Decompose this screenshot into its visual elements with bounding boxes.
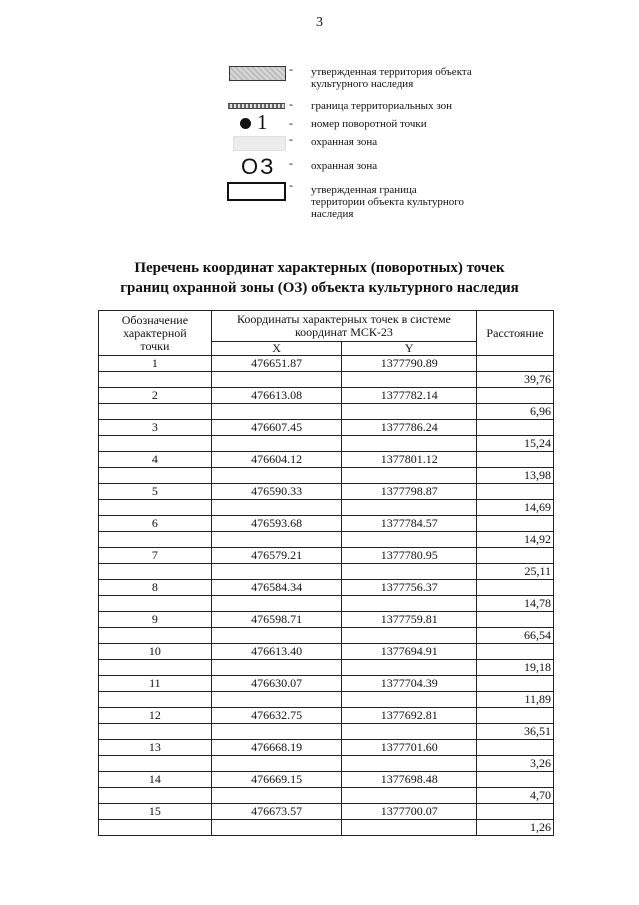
empty-cell [99,372,212,388]
point-row [99,388,554,404]
distance-empty-cell [477,676,554,692]
point-dot-icon [240,118,251,129]
empty-cell [211,500,342,516]
distance-cell: 25,11 [477,564,554,580]
x-coordinate-cell: 476598.71 [211,612,342,628]
point-number-cell: 1 [99,356,212,372]
point-number-cell: 6 [99,516,212,532]
legend-text-line: граница территориальных зон [311,100,452,112]
legend-item-turning-point [0,110,639,134]
empty-cell [211,404,342,420]
header-text-line: характерной [123,325,187,340]
empty-cell [99,500,212,516]
legend-text-line: утвержденная граница [311,184,417,196]
distance-cell: 1,26 [477,820,554,836]
legend-dash: - [289,132,293,146]
empty-cell [99,436,212,452]
distance-cell: 13,98 [477,468,554,484]
point-number-cell: 2 [99,388,212,404]
empty-cell [342,500,477,516]
x-coordinate-cell: 476613.08 [211,388,342,404]
legend-item-oz [0,154,639,180]
empty-cell [211,564,342,580]
y-coordinate-cell: 1377698.48 [342,772,477,788]
point-row [99,804,554,820]
header-text-line: Обозначение [121,312,189,327]
empty-cell [342,436,477,452]
empty-cell [99,596,212,612]
page-number: 3 [316,15,323,30]
segment-row [99,820,554,836]
y-coordinate-cell: 1377759.81 [342,612,477,628]
segment-row [99,500,554,516]
empty-cell [342,596,477,612]
x-coordinate-cell: 476613.40 [211,644,342,660]
table-title-line-2: границ охранной зоны (ОЗ) объекта культурного наследия [120,280,519,296]
empty-cell [342,564,477,580]
distance-empty-cell [477,388,554,404]
empty-cell [211,372,342,388]
y-coordinate-cell: 1377701.60 [342,740,477,756]
distance-empty-cell [477,452,554,468]
y-coordinate-cell: 1377782.14 [342,388,477,404]
empty-cell [211,596,342,612]
empty-cell [211,788,342,804]
header-text-line: Координаты характерных точек в системе [236,312,451,326]
x-coordinate-cell: 476579.21 [211,548,342,564]
empty-cell [99,628,212,644]
point-row [99,516,554,532]
x-coordinate-cell: 476630.07 [211,676,342,692]
point-number-cell: 15 [99,804,212,820]
empty-cell [211,692,342,708]
y-coordinate-cell: 1377786.24 [342,420,477,436]
segment-row [99,436,554,452]
empty-cell [99,788,212,804]
x-coordinate-cell: 476584.34 [211,580,342,596]
legend-text-line: утвержденная территория объекта [311,66,472,78]
legend-text-line: номер поворотной точки [311,118,427,130]
distance-empty-cell [477,356,554,372]
segment-row [99,724,554,740]
distance-empty-cell [477,516,554,532]
legend-text-line: культурного наследия [311,78,414,90]
empty-cell [211,660,342,676]
header-coordinates [211,311,476,342]
y-coordinate-cell: 1377790.89 [342,356,477,372]
segment-row [99,372,554,388]
header-x: X [211,342,342,356]
distance-empty-cell [477,772,554,788]
empty-cell [342,468,477,484]
legend-text-line: наследия [311,208,354,220]
x-coordinate-cell: 476632.75 [211,708,342,724]
x-coordinate-cell: 476604.12 [211,452,342,468]
point-row [99,484,554,500]
table-body [99,356,554,836]
distance-cell: 14,92 [477,532,554,548]
x-coordinate-cell: 476593.68 [211,516,342,532]
oz-label: ОЗ [241,154,276,179]
legend-text-line: охранная зона [311,160,378,172]
point-row [99,548,554,564]
zone-boundary-line-icon [228,103,285,109]
point-row [99,772,554,788]
legend-text-line: территории объекта культурного [311,196,465,208]
point-row [99,612,554,628]
distance-cell: 14,69 [477,500,554,516]
legend-dash: - [289,62,293,76]
segment-row [99,660,554,676]
territory-fill-icon [229,66,286,81]
empty-cell [211,532,342,548]
distance-cell: 6,96 [477,404,554,420]
point-number-cell: 4 [99,452,212,468]
x-coordinate-cell: 476607.45 [211,420,342,436]
header-y: Y [342,342,477,356]
empty-cell [211,820,342,836]
distance-empty-cell [477,484,554,500]
empty-cell [99,756,212,772]
legend-text [311,66,472,90]
empty-cell [342,372,477,388]
table-title-line-1: Перечень координат характерных (поворотных) точек [134,260,505,276]
point-number-cell: 10 [99,644,212,660]
point-number-cell: 9 [99,612,212,628]
x-coordinate-cell: 476668.19 [211,740,342,756]
point-row [99,420,554,436]
distance-empty-cell [477,548,554,564]
protection-zone-fill-icon [233,136,286,151]
coordinates-table [98,310,554,836]
distance-cell: 14,78 [477,596,554,612]
empty-cell [211,628,342,644]
segment-row [99,564,554,580]
point-number-cell: 13 [99,740,212,756]
header-text-line: точки [140,338,170,353]
distance-cell: 4,70 [477,788,554,804]
point-row [99,708,554,724]
legend-item-protection-zone [0,132,639,156]
y-coordinate-cell: 1377692.81 [342,708,477,724]
distance-cell: 19,18 [477,660,554,676]
empty-cell [342,820,477,836]
distance-empty-cell [477,420,554,436]
point-row [99,676,554,692]
empty-cell [211,436,342,452]
segment-row [99,596,554,612]
header-designation [99,311,212,356]
empty-cell [99,692,212,708]
segment-row [99,404,554,420]
distance-cell: 36,51 [477,724,554,740]
distance-empty-cell [477,708,554,724]
legend-item-territory [0,62,639,90]
point-number-cell: 3 [99,420,212,436]
x-coordinate-cell: 476651.87 [211,356,342,372]
empty-cell [99,404,212,420]
point-number-cell: 8 [99,580,212,596]
y-coordinate-cell: 1377700.07 [342,804,477,820]
point-number-cell: 14 [99,772,212,788]
y-coordinate-cell: 1377704.39 [342,676,477,692]
empty-cell [99,564,212,580]
empty-cell [211,468,342,484]
segment-row [99,468,554,484]
y-coordinate-cell: 1377780.95 [342,548,477,564]
segment-row [99,532,554,548]
distance-empty-cell [477,580,554,596]
distance-cell: 15,24 [477,436,554,452]
empty-cell [211,724,342,740]
header-distance: Расстояние [477,311,554,356]
empty-cell [342,724,477,740]
point-row [99,580,554,596]
legend-dash: - [289,116,293,130]
point-number-cell: 11 [99,676,212,692]
y-coordinate-cell: 1377694.91 [342,644,477,660]
distance-empty-cell [477,612,554,628]
point-number-cell: 12 [99,708,212,724]
point-number-symbol: 1 [257,110,268,134]
empty-cell [342,532,477,548]
empty-cell [99,660,212,676]
legend-dash: - [289,97,293,111]
distance-cell: 39,76 [477,372,554,388]
point-row [99,644,554,660]
empty-cell [342,692,477,708]
empty-cell [99,724,212,740]
legend-dash: - [289,156,293,170]
header-text-line: координат МСК-23 [294,325,393,339]
distance-empty-cell [477,644,554,660]
approved-boundary-frame-icon [227,182,286,201]
segment-row [99,788,554,804]
distance-empty-cell [477,740,554,756]
point-row [99,452,554,468]
distance-cell: 3,26 [477,756,554,772]
empty-cell [211,756,342,772]
empty-cell [342,660,477,676]
empty-cell [99,468,212,484]
legend-text-line: охранная зона [311,136,378,148]
y-coordinate-cell: 1377784.57 [342,516,477,532]
y-coordinate-cell: 1377801.12 [342,452,477,468]
x-coordinate-cell: 476669.15 [211,772,342,788]
point-number-cell: 7 [99,548,212,564]
empty-cell [342,404,477,420]
point-number-cell: 5 [99,484,212,500]
point-row [99,356,554,372]
segment-row [99,692,554,708]
legend-item-approved-boundary [0,178,639,220]
empty-cell [99,532,212,548]
legend-dash: - [289,178,293,192]
x-coordinate-cell: 476673.57 [211,804,342,820]
y-coordinate-cell: 1377756.37 [342,580,477,596]
distance-cell: 66,54 [477,628,554,644]
empty-cell [342,788,477,804]
segment-row [99,628,554,644]
point-row [99,740,554,756]
segment-row [99,756,554,772]
empty-cell [99,820,212,836]
x-coordinate-cell: 476590.33 [211,484,342,500]
distance-empty-cell [477,804,554,820]
empty-cell [342,756,477,772]
legend-text [311,184,464,220]
y-coordinate-cell: 1377798.87 [342,484,477,500]
empty-cell [342,628,477,644]
distance-cell: 11,89 [477,692,554,708]
